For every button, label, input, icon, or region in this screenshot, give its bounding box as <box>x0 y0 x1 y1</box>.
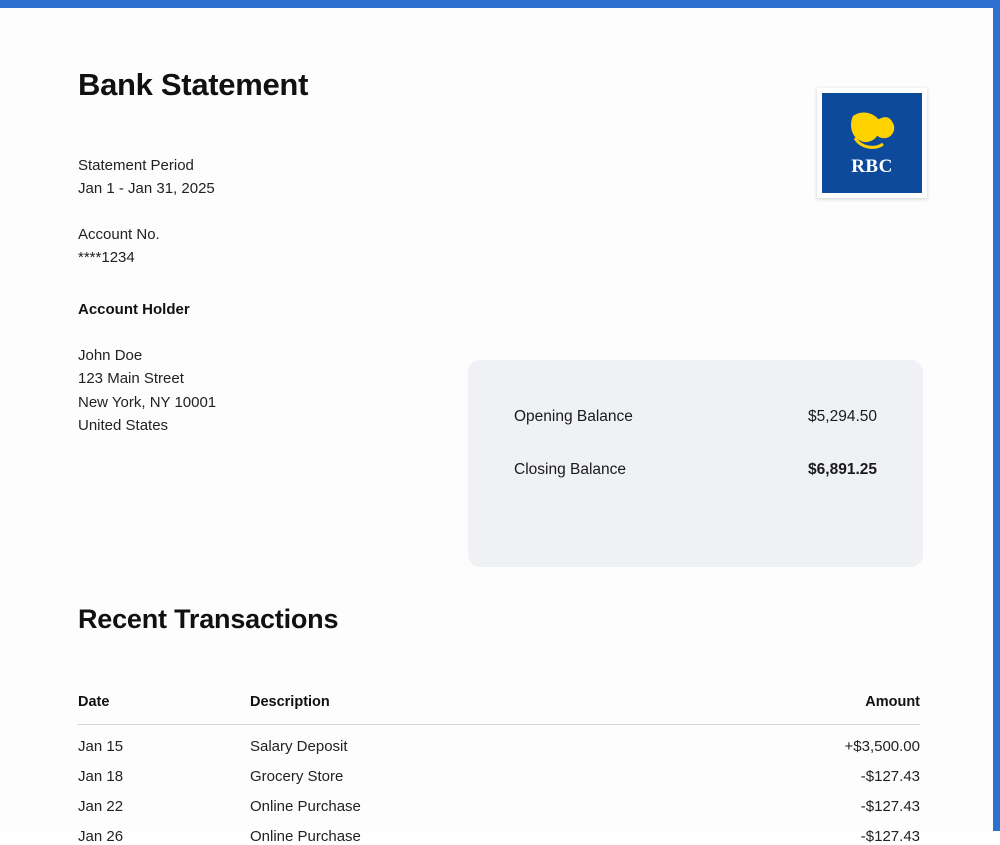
bank-logo-inner <box>822 93 922 193</box>
closing-balance-row <box>514 461 877 479</box>
opening-balance-label: Opening Balance <box>514 408 633 425</box>
cell-amount: -$127.43 <box>860 798 920 815</box>
column-header-description: Description <box>250 694 700 725</box>
holder-country: United States <box>78 417 169 435</box>
cell-date: Jan 26 <box>78 828 124 845</box>
account-number <box>78 223 915 270</box>
cell-description: Grocery Store <box>250 768 344 785</box>
bank-logo <box>817 88 927 198</box>
cell-amount: +$3,500.00 <box>844 738 920 755</box>
opening-balance-row <box>514 408 877 426</box>
cell-description: Online Purchase <box>250 828 361 845</box>
cell-date: Jan 22 <box>78 798 124 815</box>
table-row <box>78 785 920 815</box>
column-header-date: Date <box>78 694 250 725</box>
cell-date: Jan 15 <box>78 738 124 755</box>
table-row <box>78 755 920 785</box>
statement-period-value: Jan 1 - Jan 31, 2025 <box>78 180 215 198</box>
lion-globe-icon <box>843 108 901 160</box>
statement-period <box>78 154 915 201</box>
cell-amount: -$127.43 <box>860 828 920 845</box>
column-header-amount: Amount <box>700 694 920 725</box>
account-number-value: ****1234 <box>78 248 135 266</box>
account-holder-label: Account Holder <box>78 301 190 319</box>
top-accent-bar <box>0 0 1000 8</box>
holder-name: John Doe <box>78 347 143 365</box>
opening-balance-value: $5,294.50 <box>808 408 877 425</box>
statement-document <box>0 8 993 845</box>
table-row <box>78 725 920 756</box>
page-title: Bank Statement <box>78 67 309 102</box>
statement-meta <box>78 154 915 269</box>
cell-date: Jan 18 <box>78 768 124 785</box>
cell-description: Salary Deposit <box>250 738 348 755</box>
account-number-label: Account No. <box>78 225 160 243</box>
cell-amount: -$127.43 <box>860 768 920 785</box>
holder-city: New York, NY 10001 <box>78 393 217 411</box>
bank-logo-text: RBC <box>851 156 893 177</box>
statement-period-label: Statement Period <box>78 157 194 175</box>
right-accent-strip <box>993 8 1000 831</box>
holder-street: 123 Main Street <box>78 370 184 388</box>
table-header-row <box>78 694 920 725</box>
cell-description: Online Purchase <box>250 798 361 815</box>
closing-balance-label: Closing Balance <box>514 461 627 478</box>
transactions-table <box>78 694 920 845</box>
table-row <box>78 815 920 845</box>
closing-balance-value: $6,891.25 <box>808 461 877 478</box>
section-title-transactions: Recent Transactions <box>78 604 339 634</box>
balance-summary-card <box>468 360 923 567</box>
